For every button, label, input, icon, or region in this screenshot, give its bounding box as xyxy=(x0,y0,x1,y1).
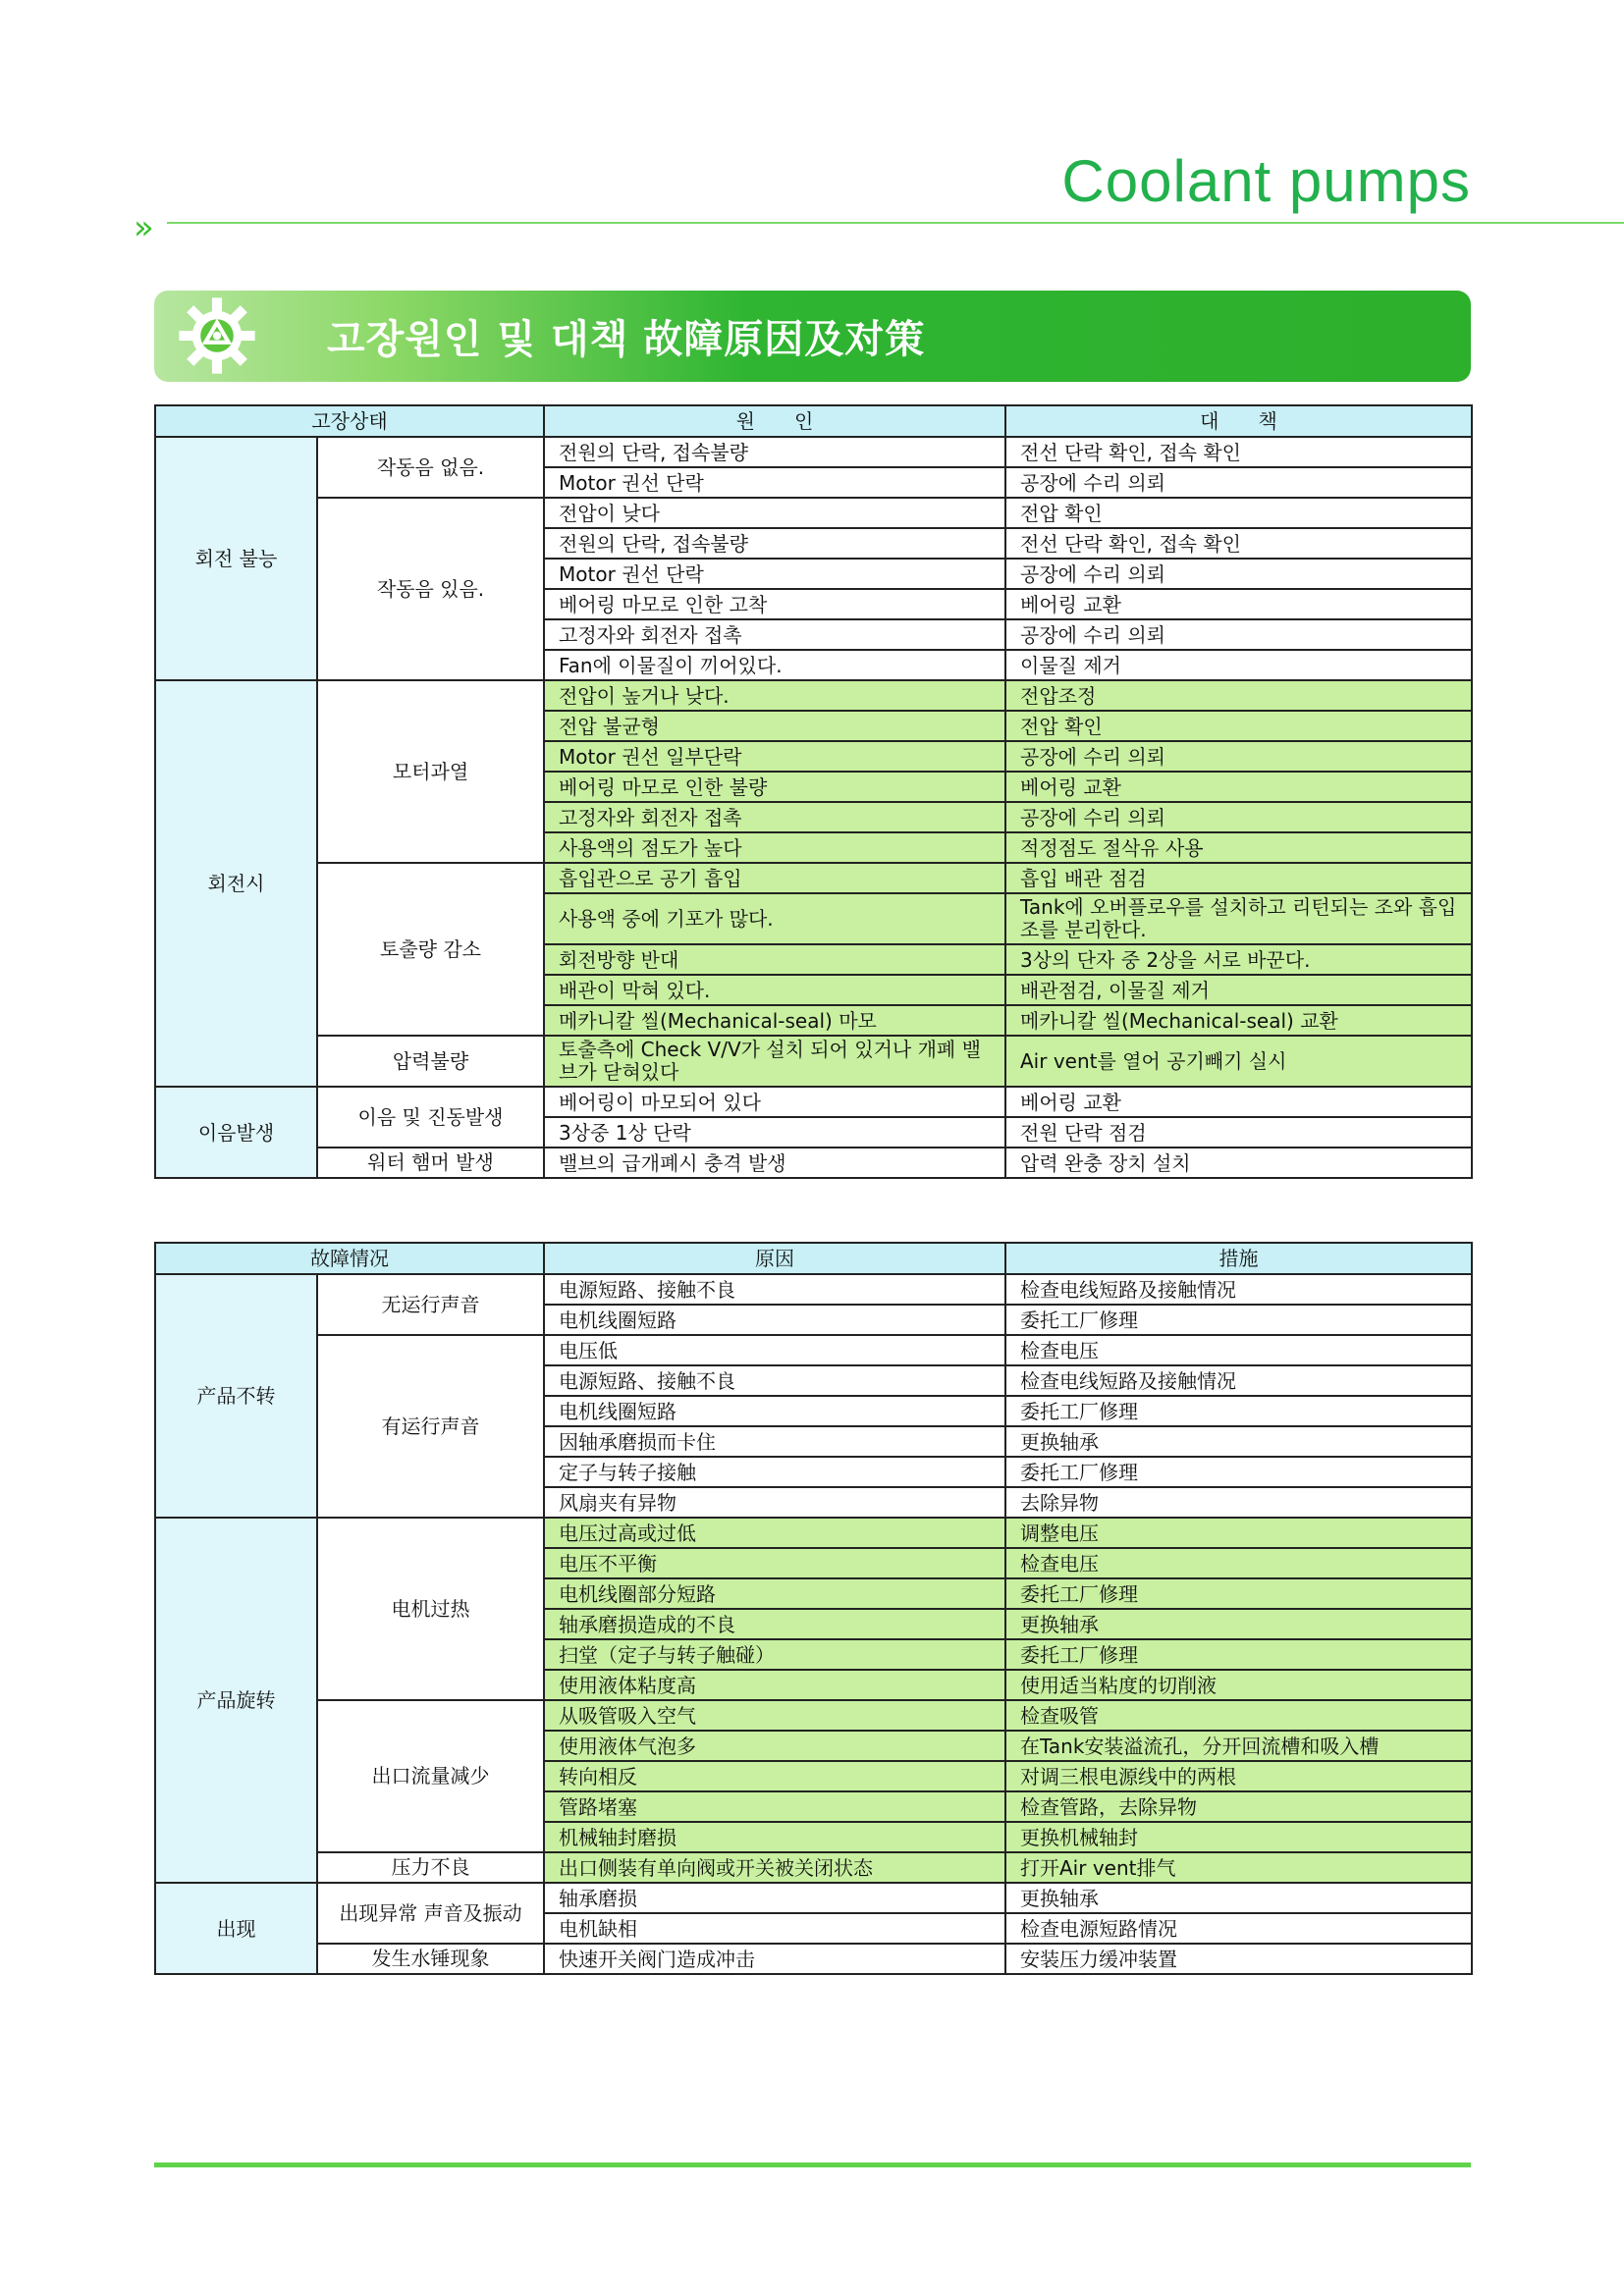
cause-cell: 使用液体粘度高 xyxy=(544,1670,1005,1700)
table-row xyxy=(155,1148,1472,1178)
cause-cell: Motor 권선 단락 xyxy=(544,559,1005,589)
header-cause: 원 인 xyxy=(544,405,1005,437)
condition-cell: 모터과열 xyxy=(317,680,544,863)
condition-cell: 有运行声音 xyxy=(317,1335,544,1518)
condition-cell: 작동음 있음. xyxy=(317,498,544,680)
table-row xyxy=(155,1335,1472,1365)
remedy-cell: 전선 단락 확인, 접속 확인 xyxy=(1005,528,1472,559)
table-row xyxy=(155,1852,1472,1883)
table-row xyxy=(155,1883,1472,1913)
remedy-cell: 对调三根电源线中的两根 xyxy=(1005,1761,1472,1791)
cause-cell: 电源短路、接触不良 xyxy=(544,1365,1005,1396)
cause-cell: 电机线圈短路 xyxy=(544,1305,1005,1335)
cause-cell: Motor 권선 일부단락 xyxy=(544,741,1005,772)
cause-cell: 出口侧装有单向阀或开关被关闭状态 xyxy=(544,1852,1005,1883)
cause-cell: 电源短路、接触不良 xyxy=(544,1274,1005,1305)
status-cell: 회전시 xyxy=(155,680,317,1087)
remedy-cell: 공장에 수리 의뢰 xyxy=(1005,467,1472,498)
cause-cell: 사용액 중에 기포가 많다. xyxy=(544,893,1005,944)
remedy-cell: 적정점도 절삭유 사용 xyxy=(1005,832,1472,863)
remedy-cell: 베어링 교환 xyxy=(1005,1087,1472,1117)
page-title: Coolant pumps xyxy=(1061,148,1471,214)
chevron-right-icon: » xyxy=(134,208,146,247)
cause-cell: Motor 권선 단락 xyxy=(544,467,1005,498)
korean-troubleshooting-table xyxy=(154,404,1473,1179)
condition-cell: 이음 및 진동발생 xyxy=(317,1087,544,1148)
header-remedy: 대 책 xyxy=(1005,405,1472,437)
status-cell: 이음발생 xyxy=(155,1087,317,1178)
condition-cell: 워터 햄머 발생 xyxy=(317,1148,544,1178)
footer-divider xyxy=(154,2163,1471,2167)
remedy-cell: 委托工厂修理 xyxy=(1005,1457,1472,1487)
cause-cell: 고정자와 회전자 접촉 xyxy=(544,619,1005,650)
table-body xyxy=(155,437,1472,1178)
condition-cell: 작동음 없음. xyxy=(317,437,544,498)
remedy-cell: 전압 확인 xyxy=(1005,711,1472,741)
cause-cell: 전원의 단락, 접속불량 xyxy=(544,437,1005,467)
cause-cell: 밸브의 급개폐시 충격 발생 xyxy=(544,1148,1005,1178)
cause-cell: 使用液体气泡多 xyxy=(544,1731,1005,1761)
cause-cell: 베어링이 마모되어 있다 xyxy=(544,1087,1005,1117)
table-row xyxy=(155,680,1472,711)
section-banner xyxy=(154,291,1471,382)
cause-cell: 电压低 xyxy=(544,1335,1005,1365)
remedy-cell: 检查电压 xyxy=(1005,1548,1472,1578)
remedy-cell: Tank에 오버플로우를 설치하고 리턴되는 조와 흡입조를 분리한다. xyxy=(1005,893,1472,944)
cause-cell: 从吸管吸入空气 xyxy=(544,1700,1005,1731)
cause-cell: 사용액의 점도가 높다 xyxy=(544,832,1005,863)
table-row xyxy=(155,1036,1472,1087)
table-row xyxy=(155,1518,1472,1548)
cause-cell: 전압 불균형 xyxy=(544,711,1005,741)
banner-title: 고장원인 및 대책 故障原因及对策 xyxy=(327,317,926,362)
remedy-cell: 委托工厂修理 xyxy=(1005,1396,1472,1426)
status-cell: 회전 불능 xyxy=(155,437,317,680)
remedy-cell: 调整电压 xyxy=(1005,1518,1472,1548)
remedy-cell: 압력 완충 장치 설치 xyxy=(1005,1148,1472,1178)
cause-cell: 배관이 막혀 있다. xyxy=(544,975,1005,1005)
remedy-cell: 使用适当粘度的切削液 xyxy=(1005,1670,1472,1700)
remedy-cell: 委托工厂修理 xyxy=(1005,1639,1472,1670)
remedy-cell: 检查电压 xyxy=(1005,1335,1472,1365)
header-status: 고장상태 xyxy=(155,405,544,437)
condition-cell: 无运行声音 xyxy=(317,1274,544,1335)
cause-cell: Fan에 이물질이 끼어있다. xyxy=(544,650,1005,680)
table-row xyxy=(155,1274,1472,1305)
table-row xyxy=(155,1944,1472,1974)
remedy-cell: 更换轴承 xyxy=(1005,1883,1472,1913)
cause-cell: 전압이 낮다 xyxy=(544,498,1005,528)
remedy-cell: 委托工厂修理 xyxy=(1005,1305,1472,1335)
table-row xyxy=(155,498,1472,528)
cause-cell: 管路堵塞 xyxy=(544,1791,1005,1822)
table-header-row xyxy=(155,1243,1472,1274)
cause-cell: 电机线圈部分短路 xyxy=(544,1578,1005,1609)
chinese-troubleshooting-table xyxy=(154,1242,1473,1975)
cause-cell: 因轴承磨损而卡住 xyxy=(544,1426,1005,1457)
header-status: 故障情况 xyxy=(155,1243,544,1274)
remedy-cell: 공장에 수리 의뢰 xyxy=(1005,741,1472,772)
remedy-cell: 공장에 수리 의뢰 xyxy=(1005,559,1472,589)
remedy-cell: 이물질 제거 xyxy=(1005,650,1472,680)
cause-cell: 机械轴封磨损 xyxy=(544,1822,1005,1852)
table-row xyxy=(155,863,1472,893)
cause-cell: 메카니칼 씰(Mechanical-seal) 마모 xyxy=(544,1005,1005,1036)
remedy-cell: 在Tank安装溢流孔，分开回流槽和吸入槽 xyxy=(1005,1731,1472,1761)
cause-cell: 회전방향 반대 xyxy=(544,944,1005,975)
remedy-cell: 去除异物 xyxy=(1005,1487,1472,1518)
remedy-cell: 检查电源短路情况 xyxy=(1005,1913,1472,1944)
status-cell: 出现 xyxy=(155,1883,317,1974)
remedy-cell: 更换轴承 xyxy=(1005,1426,1472,1457)
header-cause: 原因 xyxy=(544,1243,1005,1274)
remedy-cell: 检查管路，去除异物 xyxy=(1005,1791,1472,1822)
cause-cell: 电机线圈短路 xyxy=(544,1396,1005,1426)
cause-cell: 风扇夹有异物 xyxy=(544,1487,1005,1518)
remedy-cell: 检查电线短路及接触情况 xyxy=(1005,1274,1472,1305)
cause-cell: 扫堂（定子与转子触碰） xyxy=(544,1639,1005,1670)
header-remedy: 措施 xyxy=(1005,1243,1472,1274)
remedy-cell: Air vent를 열어 공기빼기 실시 xyxy=(1005,1036,1472,1087)
cause-cell: 베어링 마모로 인한 불량 xyxy=(544,772,1005,802)
remedy-cell: 전원 단락 점검 xyxy=(1005,1117,1472,1148)
cause-cell: 定子与转子接触 xyxy=(544,1457,1005,1487)
table-row xyxy=(155,437,1472,467)
remedy-cell: 공장에 수리 의뢰 xyxy=(1005,802,1472,832)
remedy-cell: 打开Air vent排气 xyxy=(1005,1852,1472,1883)
cause-cell: 전원의 단락, 접속불량 xyxy=(544,528,1005,559)
remedy-cell: 전선 단락 확인, 접속 확인 xyxy=(1005,437,1472,467)
gear-icon xyxy=(176,294,258,377)
remedy-cell: 检查电线短路及接触情况 xyxy=(1005,1365,1472,1396)
remedy-cell: 3상의 단자 중 2상을 서로 바꾼다. xyxy=(1005,944,1472,975)
remedy-cell: 베어링 교환 xyxy=(1005,772,1472,802)
cause-cell: 고정자와 회전자 접촉 xyxy=(544,802,1005,832)
condition-cell: 发生水锤现象 xyxy=(317,1944,544,1974)
condition-cell: 出现异常 声音及振动 xyxy=(317,1883,544,1944)
status-cell: 产品不转 xyxy=(155,1274,317,1518)
cause-cell: 电压不平衡 xyxy=(544,1548,1005,1578)
remedy-cell: 흡입 배관 점검 xyxy=(1005,863,1472,893)
header-divider xyxy=(167,222,1624,224)
remedy-cell: 更换轴承 xyxy=(1005,1609,1472,1639)
remedy-cell: 공장에 수리 의뢰 xyxy=(1005,619,1472,650)
remedy-cell: 安装压力缓冲装置 xyxy=(1005,1944,1472,1974)
remedy-cell: 베어링 교환 xyxy=(1005,589,1472,619)
remedy-cell: 전압 확인 xyxy=(1005,498,1472,528)
remedy-cell: 委托工厂修理 xyxy=(1005,1578,1472,1609)
condition-cell: 压力不良 xyxy=(317,1852,544,1883)
remedy-cell: 更换机械轴封 xyxy=(1005,1822,1472,1852)
condition-cell: 토출량 감소 xyxy=(317,863,544,1036)
cause-cell: 轴承磨损造成的不良 xyxy=(544,1609,1005,1639)
condition-cell: 압력불량 xyxy=(317,1036,544,1087)
cause-cell: 전압이 높거나 낮다. xyxy=(544,680,1005,711)
cause-cell: 토출측에 Check V/V가 설치 되어 있거나 개폐 밸브가 닫혀있다 xyxy=(544,1036,1005,1087)
status-cell: 产品旋转 xyxy=(155,1518,317,1883)
cause-cell: 轴承磨损 xyxy=(544,1883,1005,1913)
condition-cell: 出口流量减少 xyxy=(317,1700,544,1852)
table-row xyxy=(155,1700,1472,1731)
remedy-cell: 检查吸管 xyxy=(1005,1700,1472,1731)
remedy-cell: 배관점검, 이물질 제거 xyxy=(1005,975,1472,1005)
cause-cell: 3상중 1상 단락 xyxy=(544,1117,1005,1148)
cause-cell: 베어링 마모로 인한 고착 xyxy=(544,589,1005,619)
cause-cell: 흡입관으로 공기 흡입 xyxy=(544,863,1005,893)
cause-cell: 电机缺相 xyxy=(544,1913,1005,1944)
remedy-cell: 전압조정 xyxy=(1005,680,1472,711)
table-row xyxy=(155,1087,1472,1117)
table-body xyxy=(155,1274,1472,1974)
remedy-cell: 메카니칼 씰(Mechanical-seal) 교환 xyxy=(1005,1005,1472,1036)
cause-cell: 快速开关阀门造成冲击 xyxy=(544,1944,1005,1974)
cause-cell: 转向相反 xyxy=(544,1761,1005,1791)
cause-cell: 电压过高或过低 xyxy=(544,1518,1005,1548)
condition-cell: 电机过热 xyxy=(317,1518,544,1700)
table-header-row xyxy=(155,405,1472,437)
